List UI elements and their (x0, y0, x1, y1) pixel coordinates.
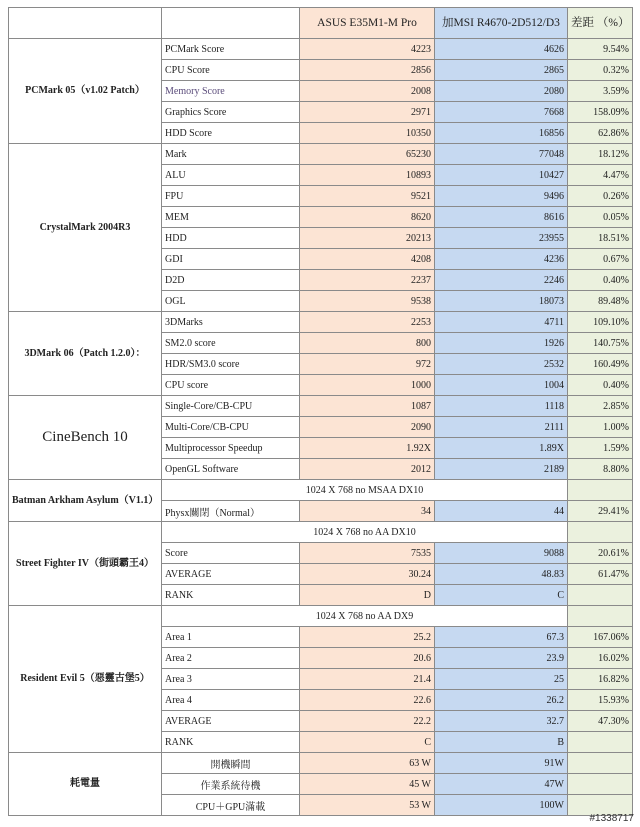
msi-value: 1118 (435, 396, 568, 417)
diff-value: 61.47% (568, 564, 633, 585)
diff-value: 109.10% (568, 312, 633, 333)
group-crystalmark: CrystalMark 2004R3 (9, 144, 162, 312)
diff-value (568, 774, 633, 795)
row-label: 3DMarks (162, 312, 300, 333)
msi-value: 44 (435, 501, 568, 522)
asus-value: 10350 (300, 123, 435, 144)
asus-value: 22.2 (300, 711, 435, 732)
asus-value: 65230 (300, 144, 435, 165)
table-row (9, 312, 633, 333)
msi-value: 100W (435, 795, 568, 816)
row-label: MEM (162, 207, 300, 228)
table-row (9, 753, 633, 774)
asus-value: 63 W (300, 753, 435, 774)
diff-value: 1.00% (568, 417, 633, 438)
row-label: Multiprocessor Speedup (162, 438, 300, 459)
diff-value: 20.61% (568, 543, 633, 564)
row-label: Score (162, 543, 300, 564)
row-label: AVERAGE (162, 564, 300, 585)
row-label: RANK (162, 732, 300, 753)
msi-value: 2111 (435, 417, 568, 438)
row-label: Mark (162, 144, 300, 165)
header-empty-label (162, 8, 300, 39)
row-label: Graphics Score (162, 102, 300, 123)
diff-value: 0.32% (568, 60, 633, 81)
table-row (9, 522, 633, 543)
asus-value: D (300, 585, 435, 606)
row-label: Physx關閉（Normal） (162, 501, 300, 522)
msi-value: 77048 (435, 144, 568, 165)
asus-value: 10893 (300, 165, 435, 186)
diff-value: 0.67% (568, 249, 633, 270)
header-msi: 加MSI R4670-2D512/D3 (435, 8, 568, 39)
msi-value: 1004 (435, 375, 568, 396)
msi-value: B (435, 732, 568, 753)
diff-value: 18.51% (568, 228, 633, 249)
header-asus: ASUS E35M1-M Pro (300, 8, 435, 39)
msi-value: 8616 (435, 207, 568, 228)
row-label: Area 3 (162, 669, 300, 690)
asus-value: 21.4 (300, 669, 435, 690)
asus-value: 30.24 (300, 564, 435, 585)
row-label: AVERAGE (162, 711, 300, 732)
msi-value: 48.83 (435, 564, 568, 585)
row-label: HDD (162, 228, 300, 249)
asus-value: 9521 (300, 186, 435, 207)
row-label: ALU (162, 165, 300, 186)
row-label: D2D (162, 270, 300, 291)
diff-value: 140.75% (568, 333, 633, 354)
diff-value: 158.09% (568, 102, 633, 123)
msi-value: 2865 (435, 60, 568, 81)
asus-value: 1000 (300, 375, 435, 396)
row-label: Area 1 (162, 627, 300, 648)
group-power: 耗電量 (9, 753, 162, 816)
row-label: PCMark Score (162, 39, 300, 60)
row-label: HDR/SM3.0 score (162, 354, 300, 375)
asus-value: 2856 (300, 60, 435, 81)
msi-value: 2080 (435, 81, 568, 102)
row-label: OGL (162, 291, 300, 312)
group-3dmark: 3DMark 06（Patch 1.2.0）： (9, 312, 162, 396)
diff-value: 18.12% (568, 144, 633, 165)
msi-value: 47W (435, 774, 568, 795)
diff-value: 47.30% (568, 711, 633, 732)
header-empty-group (9, 8, 162, 39)
msi-value: 16856 (435, 123, 568, 144)
asus-value: 20213 (300, 228, 435, 249)
msi-value: 1926 (435, 333, 568, 354)
asus-value: 2253 (300, 312, 435, 333)
diff-value (568, 753, 633, 774)
asus-value: 972 (300, 354, 435, 375)
msi-value: 25 (435, 669, 568, 690)
benchmark-table (8, 7, 633, 816)
asus-value: 8620 (300, 207, 435, 228)
table-row (9, 606, 633, 627)
asus-value: 800 (300, 333, 435, 354)
row-label: Area 2 (162, 648, 300, 669)
msi-value: 1.89X (435, 438, 568, 459)
diff-value: 89.48% (568, 291, 633, 312)
row-label: RANK (162, 585, 300, 606)
row-label: Memory Score (162, 81, 300, 102)
diff-value (568, 732, 633, 753)
asus-value: 2090 (300, 417, 435, 438)
row-label: GDI (162, 249, 300, 270)
msi-value: 91W (435, 753, 568, 774)
diff-value: 160.49% (568, 354, 633, 375)
row-label: CPU Score (162, 60, 300, 81)
msi-value: 2532 (435, 354, 568, 375)
row-label: SM2.0 score (162, 333, 300, 354)
msi-value: 2189 (435, 459, 568, 480)
watermark: #1338717 (589, 813, 634, 824)
asus-value: 25.2 (300, 627, 435, 648)
diff-value: 16.02% (568, 648, 633, 669)
group-batman: Batman Arkham Asylum（V1.1） (9, 480, 162, 522)
asus-value: 4223 (300, 39, 435, 60)
msi-value: 7668 (435, 102, 568, 123)
diff-value: 16.82% (568, 669, 633, 690)
msi-value: 67.3 (435, 627, 568, 648)
diff-value: 3.59% (568, 81, 633, 102)
diff-value: 15.93% (568, 690, 633, 711)
asus-value: 1087 (300, 396, 435, 417)
setting-label: 1024 X 768 no AA DX9 (162, 606, 568, 627)
asus-value: 1.92X (300, 438, 435, 459)
table-row (9, 144, 633, 165)
table-row (9, 396, 633, 417)
header-diff: 差距 （%） (568, 8, 633, 39)
row-label: CPU score (162, 375, 300, 396)
msi-value: 9496 (435, 186, 568, 207)
asus-value: 22.6 (300, 690, 435, 711)
setting-diff-empty (568, 606, 633, 627)
diff-value: 29.41% (568, 501, 633, 522)
table-row (9, 39, 633, 60)
msi-value: 23.9 (435, 648, 568, 669)
diff-value: 2.85% (568, 396, 633, 417)
asus-value: 2008 (300, 81, 435, 102)
msi-value: 2246 (435, 270, 568, 291)
row-label: CPU＋GPU滿載 (162, 795, 300, 816)
asus-value: C (300, 732, 435, 753)
setting-label: 1024 X 768 no AA DX10 (162, 522, 568, 543)
group-resident-evil: Resident Evil 5（惡靈古堡5） (9, 606, 162, 753)
diff-value: 0.26% (568, 186, 633, 207)
msi-value: 26.2 (435, 690, 568, 711)
diff-value (568, 585, 633, 606)
setting-diff-empty (568, 522, 633, 543)
msi-value: 32.7 (435, 711, 568, 732)
msi-value: 4626 (435, 39, 568, 60)
diff-value: 0.40% (568, 375, 633, 396)
diff-value: 4.47% (568, 165, 633, 186)
header-row (9, 8, 633, 39)
setting-diff-empty (568, 480, 633, 501)
row-label: HDD Score (162, 123, 300, 144)
asus-value: 34 (300, 501, 435, 522)
diff-value: 62.86% (568, 123, 633, 144)
asus-value: 45 W (300, 774, 435, 795)
group-pcmark: PCMark 05（v1.02 Patch） (9, 39, 162, 144)
group-cinebench: CineBench 10 (9, 396, 162, 480)
msi-value: 4711 (435, 312, 568, 333)
row-label: Single-Core/CB-CPU (162, 396, 300, 417)
diff-value: 1.59% (568, 438, 633, 459)
msi-value: 18073 (435, 291, 568, 312)
row-label: Multi-Core/CB-CPU (162, 417, 300, 438)
asus-value: 2012 (300, 459, 435, 480)
msi-value: C (435, 585, 568, 606)
diff-value: 0.05% (568, 207, 633, 228)
diff-value: 167.06% (568, 627, 633, 648)
asus-value: 9538 (300, 291, 435, 312)
setting-label: 1024 X 768 no MSAA DX10 (162, 480, 568, 501)
msi-value: 4236 (435, 249, 568, 270)
diff-value: 9.54% (568, 39, 633, 60)
asus-value: 2237 (300, 270, 435, 291)
msi-value: 10427 (435, 165, 568, 186)
row-label: FPU (162, 186, 300, 207)
row-label: OpenGL Software (162, 459, 300, 480)
row-label: 開機瞬間 (162, 753, 300, 774)
msi-value: 23955 (435, 228, 568, 249)
asus-value: 4208 (300, 249, 435, 270)
table-row (9, 480, 633, 501)
group-street-fighter: Street Fighter IV（街頭霸王4） (9, 522, 162, 606)
asus-value: 7535 (300, 543, 435, 564)
row-label: Area 4 (162, 690, 300, 711)
msi-value: 9088 (435, 543, 568, 564)
asus-value: 20.6 (300, 648, 435, 669)
diff-value: 0.40% (568, 270, 633, 291)
asus-value: 53 W (300, 795, 435, 816)
asus-value: 2971 (300, 102, 435, 123)
diff-value: 8.80% (568, 459, 633, 480)
row-label: 作業系統待機 (162, 774, 300, 795)
